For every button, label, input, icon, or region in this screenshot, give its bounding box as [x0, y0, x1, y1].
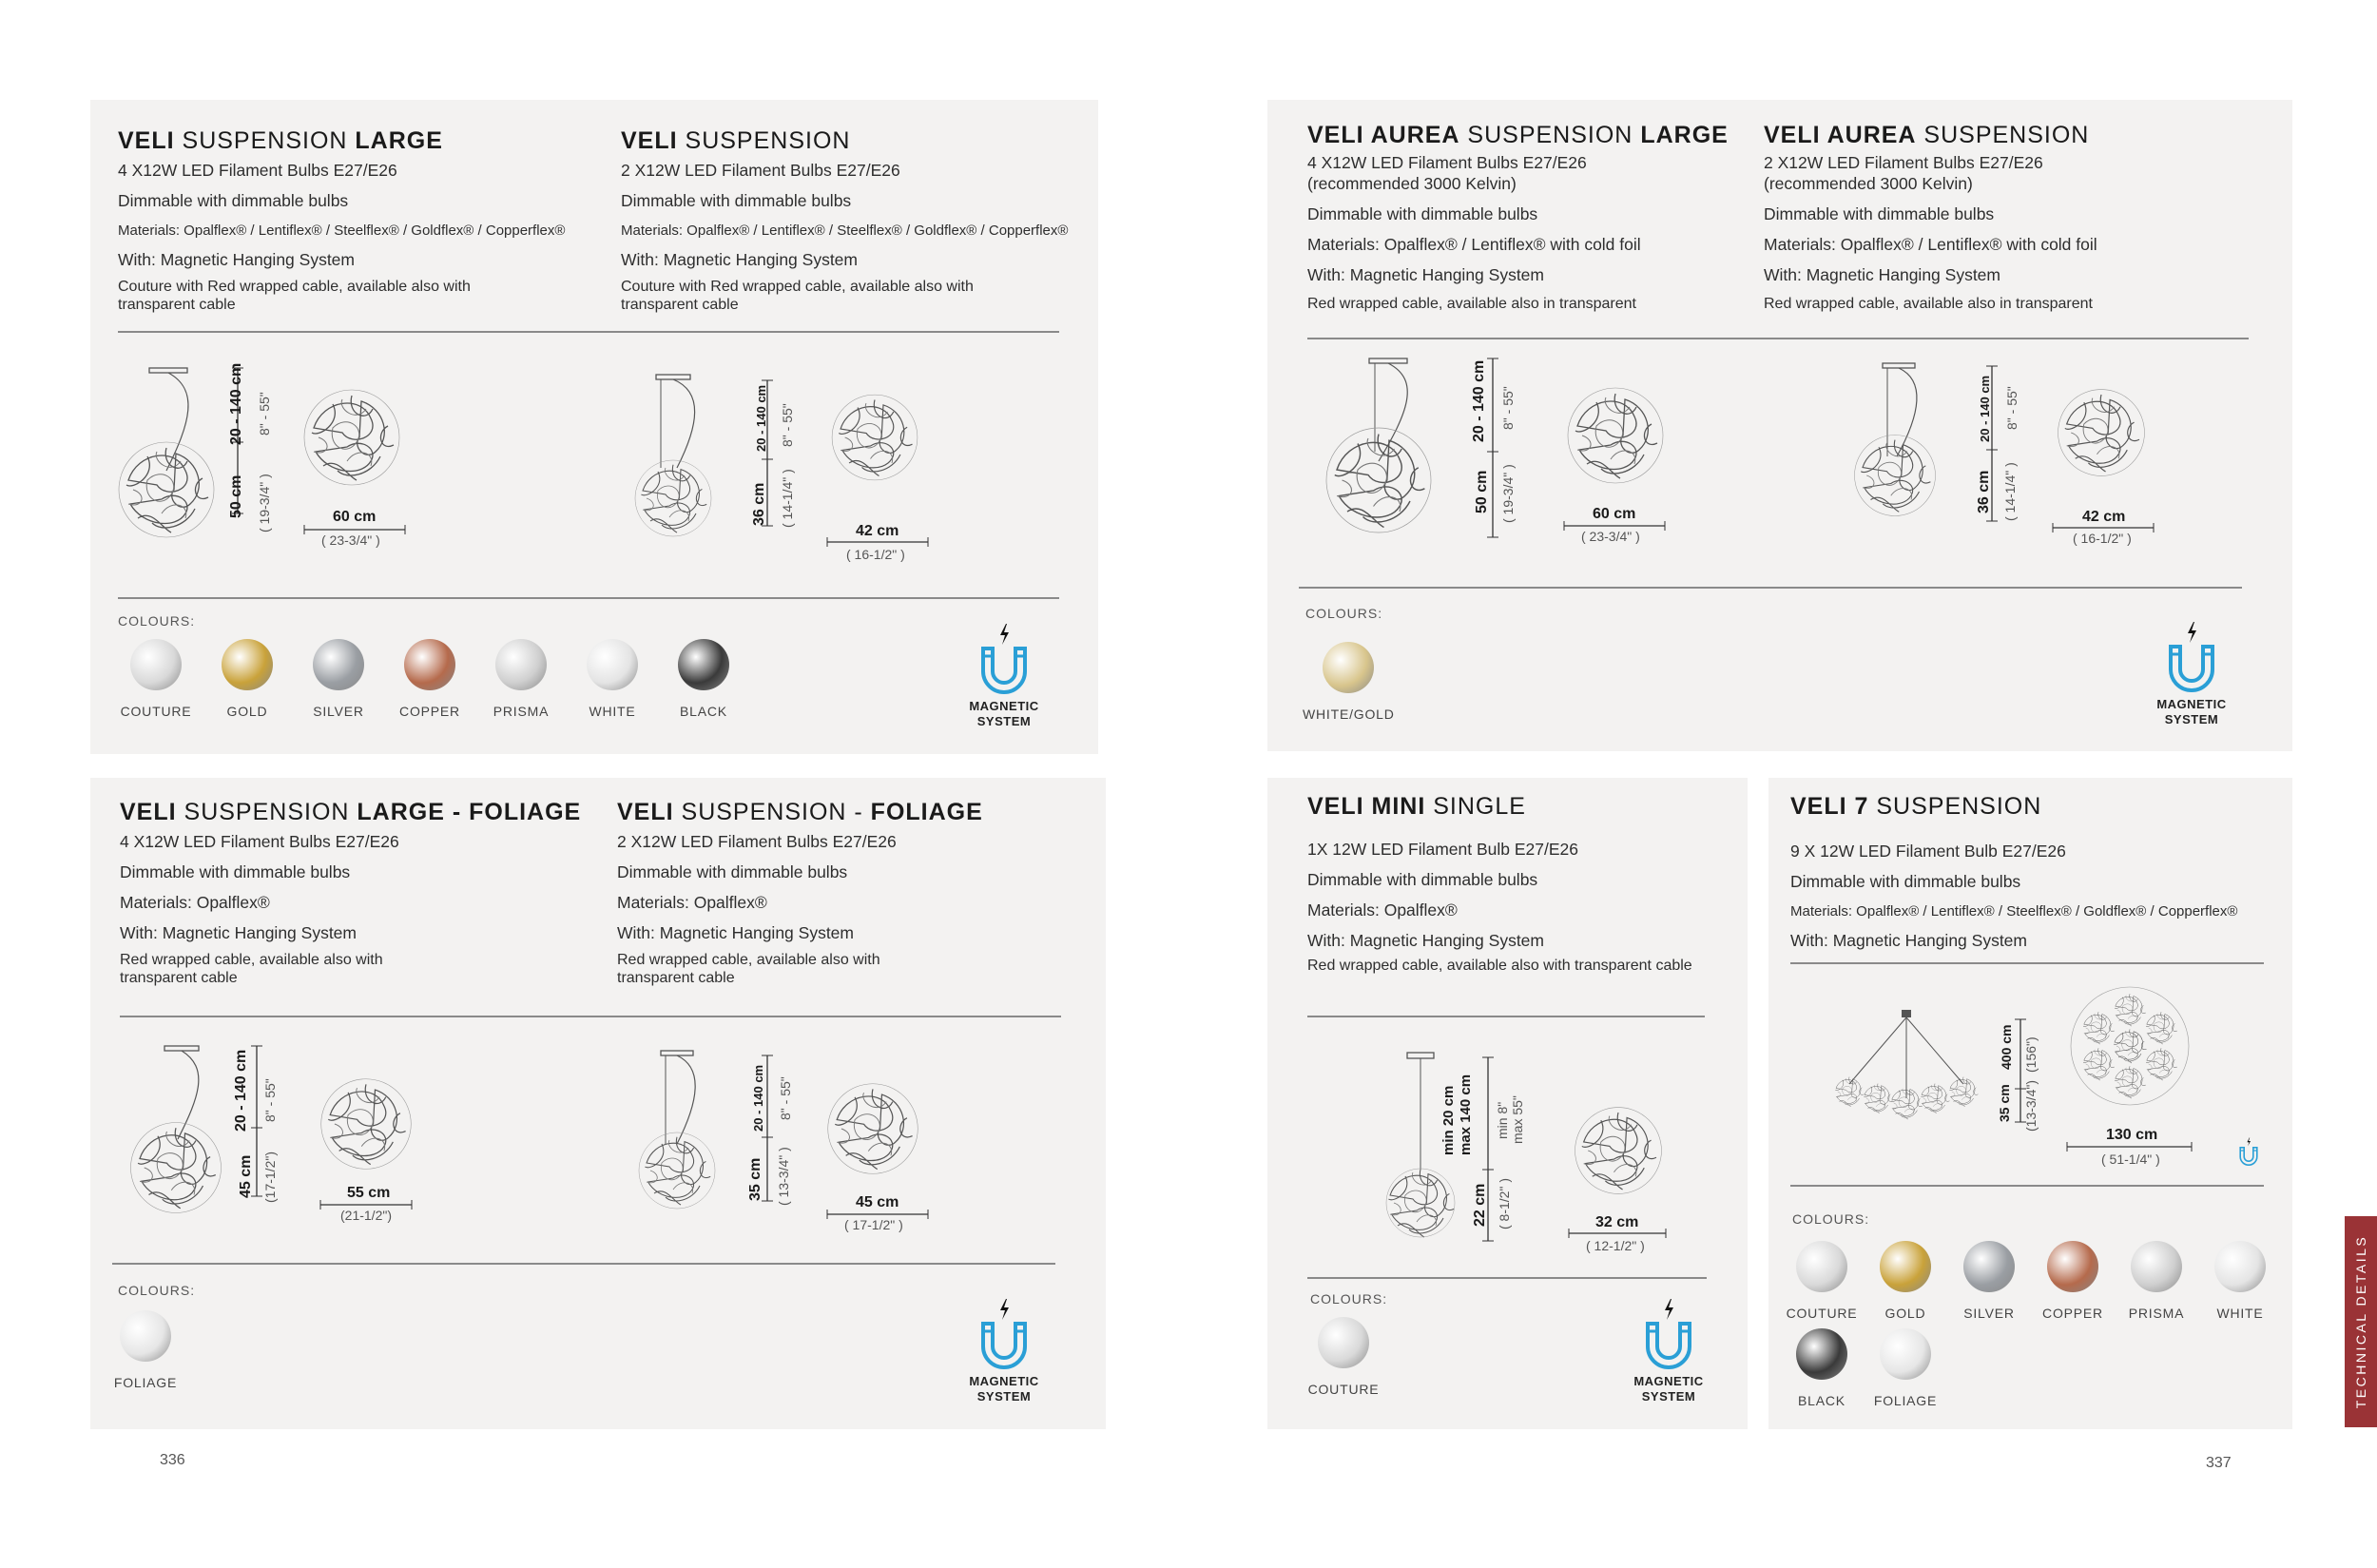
divider	[1307, 1016, 1705, 1017]
hanging-text: With: Magnetic Hanging System	[1307, 265, 1544, 284]
product-title: VELI SUSPENSION LARGE - FOLIAGE	[120, 799, 582, 825]
height-dim-label: 50 cm	[1474, 470, 1490, 513]
cable-text: Red wrapped cable, available also in transparent	[1764, 296, 2093, 312]
drop-dim-inches: 8" - 55"	[1500, 386, 1516, 430]
swatch-label: FOLIAGE	[1873, 1393, 1938, 1408]
product-title: VELI AUREA SUSPENSION LARGE	[1307, 122, 1729, 148]
cable-text: Red wrapped cable, available also with	[120, 952, 383, 968]
swatch-black[interactable]	[1776, 1328, 1867, 1408]
dimmable-text: Dimmable with dimmable bulbs	[1307, 870, 1538, 889]
swatch-couture[interactable]	[1776, 1241, 1867, 1321]
width-dim-label: 60 cm	[1593, 506, 1636, 522]
bulbs-text: 4 X12W LED Filament Bulbs E27/E26	[120, 832, 399, 851]
drop-dim-label: 20 - 140 cm	[1978, 375, 1992, 442]
magnet-icon	[2144, 616, 2239, 692]
swatch-label: SILVER	[1963, 1306, 2015, 1321]
height-dim-inches: ( 19-3/4" )	[1500, 464, 1516, 523]
magnetic-label-2: SYSTEM	[976, 1389, 1032, 1403]
product-veli-suspension	[621, 126, 1068, 314]
swatch-foliage[interactable]	[1860, 1328, 1951, 1408]
hanging-text: With: Magnetic Hanging System	[118, 250, 355, 269]
swatch-circle	[1796, 1241, 1847, 1292]
width-dimension-line	[2065, 1142, 2193, 1152]
colours-label: COLOURS:	[118, 1283, 196, 1298]
dimmable-text: Dimmable with dimmable bulbs	[1790, 872, 2021, 891]
materials-text: Materials: Opalflex® / Lentiflex® / Steelflex® / Goldflex® / Copperflex®	[1790, 903, 2238, 920]
magnetic-label-2: SYSTEM	[2164, 712, 2219, 726]
bulbs-text-2: (recommended 3000 Kelvin)	[1307, 174, 1517, 193]
width-dim-label: 42 cm	[2082, 509, 2126, 525]
magnetic-label-2: SYSTEM	[976, 714, 1032, 728]
swatch-label: BLACK	[1798, 1393, 1846, 1408]
magnet-icon	[1621, 1293, 1716, 1369]
height-dim-inches: (17-1/2")	[262, 1152, 278, 1203]
drop-dim-label-min: min 20 cm	[1440, 1085, 1457, 1155]
lamp-topview-large-foliage	[317, 1074, 415, 1173]
magnetic-system-badge	[2144, 616, 2239, 727]
width-dim-inches: ( 23-3/4" )	[1581, 529, 1640, 544]
swatch-label: WHITE/GOLD	[1303, 707, 1395, 722]
swatch-gold[interactable]	[1860, 1241, 1951, 1321]
lamp-topview-foliage	[823, 1079, 922, 1178]
drop-dim-inches: 8" - 55"	[262, 1078, 278, 1122]
materials-text: Materials: Opalflex® / Lentiflex® / Steelflex® / Goldflex® / Copperflex®	[118, 223, 566, 239]
colours-label: COLOURS:	[118, 613, 196, 629]
lamp-topview-aurea-large	[1563, 383, 1668, 488]
swatch-foliage[interactable]	[100, 1310, 191, 1390]
swatch-label: WHITE	[589, 704, 636, 719]
swatch-circle	[404, 639, 455, 690]
swatch-label: BLACK	[680, 704, 727, 719]
swatch-circle	[678, 639, 729, 690]
width-dim-label: 60 cm	[333, 509, 377, 525]
swatch-circle	[495, 639, 547, 690]
swatch-circle	[1880, 1328, 1931, 1380]
cable-text-2: transparent cable	[120, 970, 238, 986]
dimmable-text: Dimmable with dimmable bulbs	[118, 191, 349, 210]
drop-dim-label: 20 - 140 cm	[1471, 359, 1487, 442]
materials-text: Materials: Opalflex® / Lentiflex® with cold foil	[1764, 235, 2097, 254]
width-dim-label: 45 cm	[856, 1194, 899, 1210]
height-dim-inches: ( 14-1/4" )	[2002, 462, 2018, 521]
swatch-copper[interactable]	[384, 639, 475, 719]
dimmable-text: Dimmable with dimmable bulbs	[120, 862, 351, 881]
lamp-topview-aurea	[2054, 385, 2149, 480]
drop-dim-inches: (156")	[2023, 1036, 2039, 1073]
technical-details-tab[interactable]	[2345, 1216, 2377, 1427]
width-dim-label: 42 cm	[856, 523, 899, 539]
magnetic-system-badge	[957, 618, 1052, 729]
product-title: VELI 7 SUSPENSION	[1790, 793, 2042, 820]
swatch-label: COUTURE	[1786, 1306, 1858, 1321]
divider	[1307, 1277, 1707, 1279]
cable-text: Red wrapped cable, available also in transparent	[1307, 296, 1636, 312]
divider	[118, 331, 1059, 333]
drop-dim-label: 20 - 140 cm	[751, 1064, 765, 1132]
lamp-drawing	[618, 373, 732, 553]
materials-text: Materials: Opalflex® / Lentiflex® / Steelflex® / Goldflex® / Copperflex®	[621, 223, 1069, 239]
product-veli-7-suspension	[1790, 791, 2237, 951]
magnetic-label-2: SYSTEM	[1641, 1389, 1696, 1403]
product-veli-suspension-large-foliage	[120, 797, 581, 987]
bulbs-text: 4 X12W LED Filament Bulbs E27/E26	[1307, 153, 1587, 172]
magnet-icon	[957, 618, 1052, 694]
drop-dim-inches: 8" - 55"	[780, 403, 795, 447]
bulbs-text: 2 X12W LED Filament Bulbs E27/E26	[617, 832, 897, 851]
hanging-text: With: Magnetic Hanging System	[621, 250, 858, 269]
swatch-circle	[2214, 1241, 2266, 1292]
swatch-circle	[1880, 1241, 1931, 1292]
swatch-label: GOLD	[1884, 1306, 1926, 1321]
dimmable-text: Dimmable with dimmable bulbs	[1764, 204, 1995, 223]
swatch-label: COUTURE	[120, 704, 192, 719]
swatch-circle	[1318, 1317, 1369, 1368]
drop-dim-inches: 8" - 55"	[778, 1076, 793, 1120]
drop-dim-label: 20 - 140 cm	[754, 384, 768, 452]
product-title: VELI SUSPENSION LARGE	[118, 127, 443, 154]
swatch-circle	[2047, 1241, 2098, 1292]
height-dim-label: 36 cm	[751, 482, 767, 526]
cable-text-2: transparent cable	[118, 297, 236, 313]
height-dim-label: 22 cm	[1472, 1183, 1488, 1227]
swatch-circle	[222, 639, 273, 690]
height-dim-inches: ( 8-1/2" )	[1497, 1178, 1512, 1229]
hanging-text: With: Magnetic Hanging System	[1790, 931, 2027, 950]
lamp-drawing-veli-7	[1830, 1008, 1982, 1132]
drop-dim-label: 20 - 140 cm	[233, 1049, 249, 1132]
swatch-black[interactable]	[658, 639, 749, 719]
width-dim-inches: ( 16-1/2" )	[846, 547, 905, 562]
divider	[1790, 962, 2264, 964]
lamp-drawing-large-foliage	[119, 1044, 233, 1225]
divider	[1307, 338, 2249, 339]
technical-details-label: TECHNICAL DETAILS	[2353, 1234, 2368, 1409]
height-dim-label: 50 cm	[228, 474, 244, 518]
height-dim-label: 35 cm	[747, 1157, 763, 1201]
materials-text: Materials: Opalflex®	[1307, 900, 1458, 920]
width-dimension-line	[1567, 1229, 1668, 1238]
lamp-drawing-large	[109, 366, 223, 556]
divider	[120, 1016, 1061, 1017]
materials-text: Materials: Opalflex®	[617, 893, 767, 912]
magnetic-system-badge	[1621, 1293, 1716, 1404]
lamp-topview-veli-7	[2068, 984, 2192, 1108]
bulbs-text: 2 X12W LED Filament Bulbs E27/E26	[621, 161, 900, 180]
materials-text: Materials: Opalflex® / Lentiflex® with cold foil	[1307, 235, 1641, 254]
cable-text-2: transparent cable	[621, 297, 739, 313]
lamp-drawing-foliage	[618, 1049, 732, 1225]
swatch-white[interactable]	[567, 639, 658, 719]
swatch-silver[interactable]	[293, 639, 384, 719]
cable-text: Couture with Red wrapped cable, available also with	[621, 279, 974, 295]
drop-dim-label-max: max 140 cm	[1458, 1074, 1474, 1155]
width-dim-label: 32 cm	[1595, 1214, 1639, 1230]
cable-text: Couture with Red wrapped cable, available also with	[118, 279, 471, 295]
swatch-couture[interactable]	[110, 639, 202, 719]
colours-label: COLOURS:	[1310, 1291, 1388, 1307]
product-veli-suspension-foliage	[617, 797, 983, 987]
swatch-gold[interactable]	[202, 639, 293, 719]
divider	[118, 597, 1059, 599]
bulbs-text: 9 X 12W LED Filament Bulb E27/E26	[1790, 842, 2066, 861]
divider	[1299, 587, 2242, 589]
dimmable-text: Dimmable with dimmable bulbs	[1307, 204, 1538, 223]
height-dim-inches: ( 13-3/4" )	[776, 1147, 791, 1206]
height-dim-label: 36 cm	[1976, 470, 1992, 513]
product-veli-aurea-suspension	[1764, 120, 2097, 313]
swatch-label: COPPER	[2042, 1306, 2103, 1321]
magnetic-label-1: MAGNETIC	[969, 699, 1039, 713]
drop-dim-label: 400 cm	[1999, 1024, 2014, 1070]
materials-text: Materials: Opalflex®	[120, 893, 270, 912]
swatch-label: PRISMA	[493, 704, 550, 719]
swatch-label: COPPER	[399, 704, 460, 719]
width-dim-inches: ( 17-1/2" )	[844, 1217, 903, 1232]
hanging-text: With: Magnetic Hanging System	[1307, 931, 1544, 950]
swatch-circle	[130, 639, 182, 690]
width-dim-inches: ( 23-3/4" )	[321, 532, 380, 548]
swatch-circle	[587, 639, 638, 690]
width-dim-inches: ( 16-1/2" )	[2073, 531, 2132, 546]
swatch-couture[interactable]	[1298, 1317, 1389, 1397]
bulbs-text: 2 X12W LED Filament Bulbs E27/E26	[1764, 153, 2043, 172]
page-number-right: 337	[2206, 1455, 2232, 1471]
swatch-label: SILVER	[313, 704, 364, 719]
height-dim-label: 45 cm	[238, 1154, 254, 1198]
magnetic-label-1: MAGNETIC	[2156, 697, 2227, 711]
hanging-text: With: Magnetic Hanging System	[120, 923, 357, 942]
product-title: VELI SUSPENSION - FOLIAGE	[617, 799, 983, 825]
swatch-label: PRISMA	[2128, 1306, 2185, 1321]
magnet-icon	[957, 1293, 1052, 1369]
width-dim-inches: ( 12-1/2" )	[1586, 1238, 1645, 1253]
lamp-drawing-aurea	[1830, 361, 1954, 537]
width-dim-label: 130 cm	[2106, 1127, 2158, 1143]
width-dim-inches: (21-1/2")	[340, 1208, 392, 1223]
dimmable-text: Dimmable with dimmable bulbs	[617, 862, 848, 881]
height-dim-inches: ( 14-1/4" )	[780, 469, 795, 528]
colours-label: COLOURS:	[1305, 606, 1383, 621]
magnet-icon	[2230, 1127, 2268, 1174]
height-dim-inches: (13-3/4")	[2023, 1080, 2039, 1132]
cable-text: Red wrapped cable, available also with transparent cable	[1307, 958, 1692, 974]
swatch-label: FOLIAGE	[113, 1375, 178, 1390]
drop-dim-label: 20 - 140 cm	[228, 362, 244, 445]
lamp-topview	[825, 388, 924, 487]
swatch-label: GOLD	[226, 704, 268, 719]
height-dim-label: 35 cm	[1997, 1084, 2012, 1122]
product-title: VELI MINI SINGLE	[1307, 793, 1526, 820]
swatch-label: WHITE	[2216, 1306, 2264, 1321]
product-veli-aurea-suspension-large	[1307, 120, 1729, 313]
cable-text: Red wrapped cable, available also with	[617, 952, 880, 968]
height-dim-inches: ( 19-3/4" )	[257, 474, 272, 532]
swatch-circle	[1963, 1241, 2015, 1292]
bulbs-text: 4 X12W LED Filament Bulbs E27/E26	[118, 161, 397, 180]
lamp-drawing-aurea-large	[1312, 357, 1436, 547]
bulbs-text: 1X 12W LED Filament Bulb E27/E26	[1307, 840, 1579, 859]
product-veli-mini-single	[1307, 791, 1692, 975]
swatch-circle	[120, 1310, 171, 1362]
product-title: VELI SUSPENSION	[621, 127, 851, 154]
swatch-circle	[1323, 642, 1374, 693]
colours-label: COLOURS:	[1792, 1211, 1870, 1227]
swatch-white[interactable]	[2194, 1241, 2286, 1321]
bulbs-text-2: (recommended 3000 Kelvin)	[1764, 174, 1973, 193]
drop-dim-inches: 8" - 55"	[257, 392, 272, 436]
swatch-circle	[2131, 1241, 2182, 1292]
lamp-topview-mini	[1571, 1103, 1666, 1198]
swatch-circle	[1796, 1328, 1847, 1380]
dimmable-text: Dimmable with dimmable bulbs	[621, 191, 852, 210]
swatch-circle	[313, 639, 364, 690]
swatch-prisma[interactable]	[2111, 1241, 2202, 1321]
drop-dim-inches: 8" - 55"	[2004, 386, 2019, 430]
swatch-label: COUTURE	[1307, 1382, 1380, 1397]
lamp-topview-large	[300, 385, 404, 490]
hanging-text: With: Magnetic Hanging System	[617, 923, 854, 942]
drop-dim-inches-max: max 55"	[1510, 1095, 1525, 1144]
swatch-silver[interactable]	[1943, 1241, 2035, 1321]
swatch-prisma[interactable]	[475, 639, 567, 719]
hanging-text: With: Magnetic Hanging System	[1764, 265, 2000, 284]
divider	[1790, 1185, 2264, 1187]
divider	[112, 1263, 1055, 1265]
magnetic-label-1: MAGNETIC	[969, 1374, 1039, 1388]
swatch-white-gold[interactable]	[1303, 642, 1394, 722]
drop-dim-inches-min: min 8"	[1495, 1101, 1510, 1139]
magnetic-label-1: MAGNETIC	[1633, 1374, 1704, 1388]
page-number-left: 336	[160, 1452, 185, 1468]
magnetic-system-badge	[957, 1293, 1052, 1404]
product-veli-suspension-large	[118, 126, 565, 314]
width-dim-label: 55 cm	[347, 1185, 391, 1201]
product-title: VELI AUREA SUSPENSION	[1764, 122, 2090, 148]
cable-text-2: transparent cable	[617, 970, 735, 986]
width-dim-inches: ( 51-1/4" )	[2101, 1152, 2160, 1167]
width-dimension-line	[825, 537, 930, 547]
swatch-copper[interactable]	[2027, 1241, 2118, 1321]
